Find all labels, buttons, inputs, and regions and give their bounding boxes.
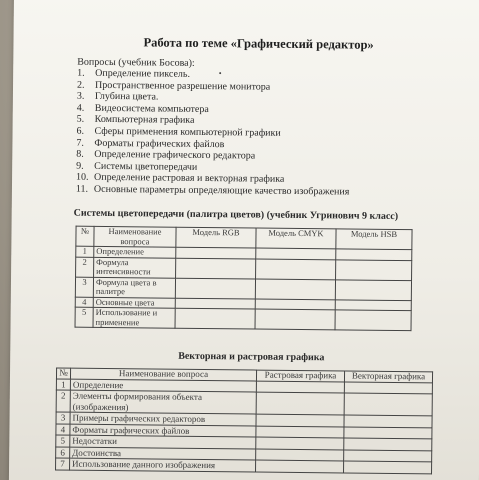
empty-cell — [175, 308, 255, 329]
empty-cell — [335, 279, 411, 300]
column-header: Векторная графика — [344, 371, 432, 382]
row-number: 5 — [75, 307, 93, 327]
row-number: 3 — [75, 277, 93, 297]
empty-cell — [344, 426, 432, 438]
row-number: 4 — [56, 423, 70, 435]
row-question: Определение — [70, 379, 256, 392]
row-question: Определение — [94, 246, 176, 257]
question-number: 1. — [77, 67, 85, 79]
empty-cell — [255, 279, 335, 300]
question-number: 3. — [76, 90, 85, 102]
empty-cell — [344, 393, 432, 416]
column-header: Модель CMYK — [256, 228, 336, 249]
question-text: Определение растровая и векторная графика — [94, 172, 285, 186]
row-number: 3 — [56, 412, 70, 424]
section2-title: Векторная и растровая графика — [178, 350, 325, 364]
question-number: 4. — [76, 102, 85, 114]
empty-cell — [335, 299, 411, 310]
row-question: Формула интенсивности — [94, 257, 176, 278]
row-question: Элементы формирования объекта (изображения) — [70, 390, 256, 414]
row-question: Использование и применение — [93, 307, 175, 328]
questions-list — [76, 68, 351, 198]
row-question: Основные цвета — [93, 297, 175, 308]
row-question: Недостатки — [70, 435, 256, 448]
row-question: Формула цвета в палитре — [93, 277, 175, 298]
question-text: Форматы графических файлов — [94, 137, 225, 150]
question-text: Системы цветопередачи — [94, 160, 198, 173]
row-question: Достоинства — [70, 447, 256, 460]
question-text: Сферы применения компьютерной графики — [94, 125, 281, 139]
empty-cell — [256, 414, 344, 426]
ink-dot — [219, 72, 221, 74]
question-text: Глубина цвета. — [94, 91, 159, 103]
color-systems-table — [75, 226, 413, 332]
row-number: 5 — [56, 435, 70, 447]
question-number: 6. — [76, 125, 85, 137]
column-header: Наименование вопроса — [94, 226, 176, 247]
column-header: Модель HSB — [336, 229, 412, 250]
empty-cell — [256, 392, 344, 415]
question-number: 8. — [76, 148, 84, 160]
question-number: 7. — [76, 137, 85, 149]
row-number: 6 — [56, 446, 70, 458]
empty-cell — [335, 310, 411, 331]
question-number: 11. — [75, 183, 89, 195]
question-text: Пространственное разрешение монитора — [94, 79, 271, 93]
question-text: Компьютерная графика — [94, 114, 195, 127]
questions-header: Вопросы (учебник Босова): — [77, 56, 195, 69]
row-question: Форматы графических файлов — [70, 424, 256, 437]
empty-cell — [344, 438, 432, 450]
question-text: Видеосистема компьютера — [94, 102, 209, 115]
empty-cell — [256, 259, 336, 280]
empty-cell — [344, 381, 432, 393]
row-number: 1 — [56, 378, 70, 390]
empty-cell — [336, 249, 412, 260]
question-text: Основные параметры определяющие качество изображения — [93, 183, 350, 198]
list-item — [76, 184, 350, 198]
page-title: Работа по теме «Графический редактор» — [143, 35, 374, 52]
row-number: 4 — [75, 297, 93, 308]
question-number: 5. — [76, 114, 85, 126]
empty-cell — [256, 437, 344, 449]
row-question: Использование данного изображения — [70, 458, 256, 471]
empty-cell — [256, 449, 344, 461]
row-number: 1 — [76, 246, 94, 257]
empty-cell — [256, 426, 344, 438]
question-text: Определение графического редактора — [94, 149, 256, 162]
empty-cell — [176, 258, 256, 279]
empty-cell — [175, 278, 255, 299]
table-row — [75, 307, 411, 331]
empty-cell — [256, 381, 344, 393]
question-text: Определение пиксель. — [95, 67, 191, 80]
empty-cell — [256, 460, 344, 472]
row-number: 7 — [56, 458, 70, 470]
empty-cell — [344, 461, 432, 473]
graphics-table — [55, 367, 433, 473]
row-number: 2 — [56, 390, 70, 412]
empty-cell — [255, 309, 335, 330]
empty-cell — [344, 449, 432, 461]
column-header: № — [76, 226, 94, 246]
column-header: Наименование вопроса — [70, 368, 256, 380]
empty-cell — [336, 259, 412, 280]
column-header: Растровая графика — [256, 370, 344, 381]
empty-cell — [344, 415, 432, 427]
table-row — [56, 390, 432, 416]
row-number: 2 — [76, 257, 94, 277]
question-number: 2. — [76, 79, 85, 91]
question-number: 10. — [76, 172, 89, 184]
section1-title: Системы цветопередачи (палитра цветов) (учебник Угринович 9 класс) — [73, 207, 399, 223]
column-header: № — [56, 368, 70, 379]
worksheet-paper — [9, 0, 479, 480]
question-number: 9. — [76, 160, 84, 172]
row-question: Примеры графических редакторов — [70, 412, 256, 425]
empty-cell — [175, 298, 255, 309]
column-header: Модель RGB — [176, 227, 256, 248]
